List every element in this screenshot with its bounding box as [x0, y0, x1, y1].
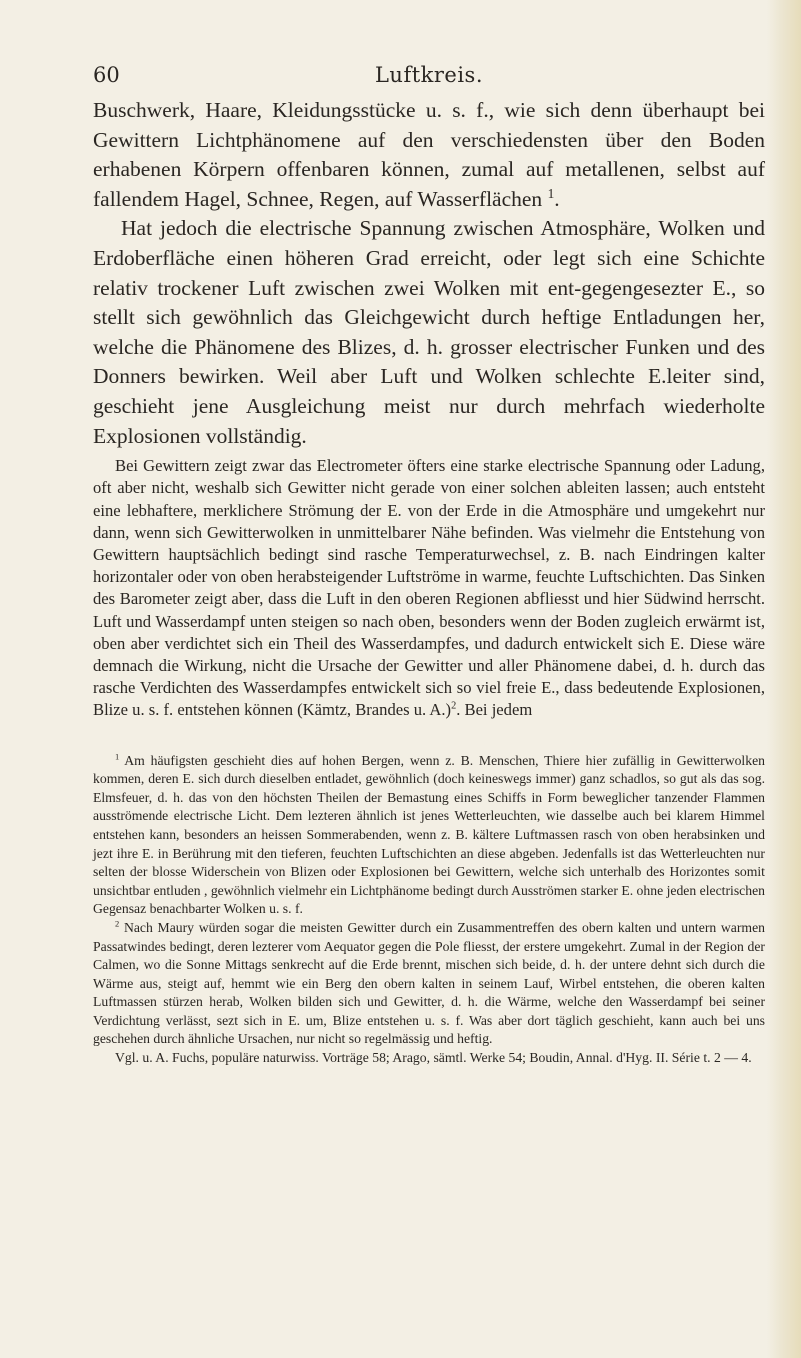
- footnotes: [93, 752, 765, 1068]
- page-header: [93, 60, 765, 94]
- footnote-ref-2: 2: [451, 700, 457, 712]
- footnote-3: Vgl. u. A. Fuchs, populäre naturwiss. Vorträge 58; Arago, sämtl. Werke 54; Boudin, Annal. d'Hyg. II. Série t. 2 — 4.: [115, 1050, 752, 1066]
- small-print-section: [93, 455, 765, 721]
- footnote-mark-2: 2: [115, 918, 120, 929]
- main-text: [93, 96, 765, 451]
- small-paragraph-1: Bei Gewittern zeigt zwar das Electrometer öfters eine starke electrische Spannung oder Ladung, oft aber nicht, weshalb sich Gewitter nicht gerade von einer solchen ableiten lassen; auch entsteht eine lebhaftere, merklichere Strömung der E. von der Erde in die Atmosphäre und umgekehrt nur dann, wenn sich Gewitterwolken in unmittelbarer Nähe befinden. Was vielmehr die Entstehung von Gewittern hauptsächlich bedingt sind rasche Temperaturwechsel, z. B. nach Eindringen kalter horizontaler oder von oben herabsteigender Luftströme in warme, feuchte Luftschichten. Das Sinken des Barometer zeigt aber, dass die Luft in den oberen Regionen abfliesst und hier Südwind herrscht. Luft und Wasserdampf unten steigen so nach oben, besonders wenn der Boden zugleich erwärmt ist, oben aber verdichtet sich ein Theil des Wasserdampfes, und dadurch entwickelt sich E. Diese wäre demnach die Wirkung, nicht die Ursache der Gewitter und aller Phänomene dabei, d. h. durch das rasche Verdichten des Wasserdampfes entwickelt sich so viel freie E., dass bedeutende Explosionen, Blize u. s. f. entstehen können (Kämtz, Brandes u. A.)$^2$. Bei jedem: [93, 456, 765, 720]
- footnote-2: $^2$ Nach Maury würden sogar die meisten Gewitter durch ein Zusammentreffen des obern kalten und untern warmen Passatwindes bedingt, deren lezterer vom Aequator gegen die Pole fliesst, der erstere umgekehrt. Zumal in der Region der Calmen, wo die Sonne Mittags senkrecht auf die Erde brennt, mischen sich beide, d. h. der untere dehnt sich durch die Wärme aus, steigt auf, hemmt wie ein Berg den obern kalten in seinem Lauf, Wirbel entstehen, die oberen kalten Luftmassen stürzen herab, Wolken bilden sich und Gewitter, d. h. die Wärme, welche den Wasserdampf bei seiner Verdichtung verlässt, sezt sich in E. um, Blize entstehen u. s. f. Was aber dort täglich geschieht, kann auch bei uns geschehen durch ähnliche Ursachen, nur nicht so regelmässig und heftig.: [93, 918, 765, 1047]
- footnote-1: $^1$ Am häufigsten geschieht dies auf hohen Bergen, wenn z. B. Menschen, Thiere hier zufällig in Gewitterwolken kommen, deren E. sich durch dieselben entladet, gewöhnlich (doch keineswegs immer) ganz schadlos, so gut als das sog. Elmsfeuer, d. h. das von den höchsten Theilen der Bemastung eines Schiffs in Form beweglicher tanzender Flammen ausströmende electrische Licht. Dem lezteren ähnlich ist jenes Wetterleuchten, wie dasselbe auch bei klarem Himmel entstehen kann, besonders an heissen Sommerabenden, wenn z. B. kältere Luftmassen rasch von oben herabsinken und jezt ihre E. in Berührung mit den tieferen, feuchten Luftschichten an diese abgeben. Jedenfalls ist das Wetterleuchten nur selten der blosse Widerschein von Blizen oder Explosionen bei Gewittern, welche sich unterhalb des Horizontes somit unsichtbar entluden , gewöhnlich vielmehr ein Lichtphänome bedingt durch Ausströmen starker E. ohne jeden electrischen Gegensaz benachbarter Wolken u. s. f.: [93, 751, 766, 917]
- page-edge-shadow: [767, 0, 801, 1358]
- running-title: Luftkreis.: [374, 63, 484, 87]
- main-paragraph-1: Buschwerk, Haare, Kleidungsstücke u. s. f., wie sich denn überhaupt bei Gewittern Lichtphänomene auf den verschiedensten über den Boden erhabenen Körpern offenbaren können, zumal auf metallenen, selbst auf fallendem Hagel, Schnee, Regen, auf Wasserflächen $^1$.: [93, 98, 765, 211]
- footnote-mark-1: 1: [115, 751, 120, 761]
- page-number: 60: [93, 63, 120, 87]
- main-paragraph-2: Hat jedoch die electrische Spannung zwischen Atmosphäre, Wolken und Erdoberfläche einen höheren Grad erreicht, oder legt sich eine Schichte relativ trockener Luft zwischen zwei Wolken mit ent-gegengesezter E., so stellt sich gewöhnlich das Gleichgewicht durch heftige Entladungen her, welche die Phänomene des Blizes, d. h. grosser electrischer Funken und des Donners bewirken. Weil aber Luft und Wolken schlechte E.leiter sind, geschieht jene Ausgleichung meist nur durch mehrfach wiederholte Explosionen vollständig.: [93, 216, 765, 448]
- page-content: [93, 60, 765, 1068]
- footnote-ref-1: 1: [547, 185, 555, 201]
